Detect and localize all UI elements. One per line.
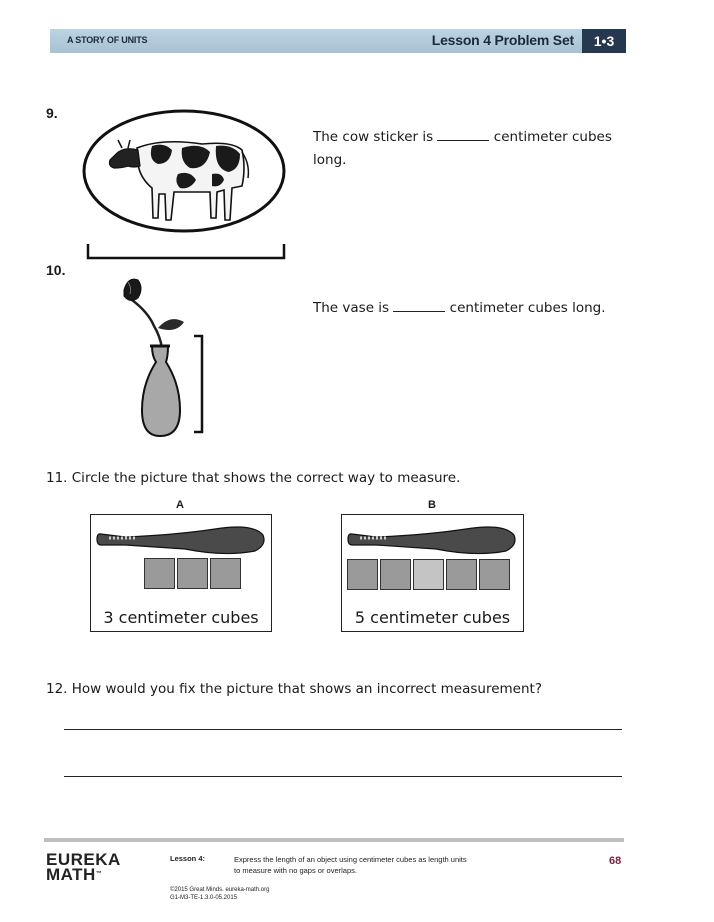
answer-line-2[interactable] xyxy=(64,776,622,777)
option-a-box[interactable] xyxy=(90,514,272,632)
footer-copyright-block xyxy=(170,886,269,902)
vase-with-rose-icon xyxy=(118,274,212,440)
option-b-letter: B xyxy=(428,499,436,511)
footer-lesson-label: Lesson 4: xyxy=(170,854,206,863)
answer-line-1[interactable] xyxy=(64,729,622,730)
option-a-letter: A xyxy=(176,499,184,511)
q10-answer-blank[interactable] xyxy=(393,299,445,312)
footer-objective-line-2: to measure with no gaps or overlaps. xyxy=(234,866,357,875)
lesson-title: Lesson 4 Problem Set xyxy=(431,32,574,48)
cube-b-5 xyxy=(479,559,510,590)
cube-a-2 xyxy=(177,558,208,589)
cube-b-2 xyxy=(380,559,411,590)
footer-copyright: ©2015 Great Minds. eureka-math.org xyxy=(170,887,270,893)
eureka-math-logo xyxy=(46,852,121,882)
logo-line-1: EUREKA xyxy=(46,850,121,869)
question-11-prompt: 11. Circle the picture that shows the correct way to measure. xyxy=(46,470,461,486)
cow-sticker-icon xyxy=(82,108,288,262)
question-9-text xyxy=(313,126,623,172)
module-lesson-badge: 1•3 xyxy=(582,29,626,53)
page-number: 68 xyxy=(609,855,622,867)
cube-b-1 xyxy=(347,559,378,590)
q9-text-before: The cow sticker is xyxy=(313,129,434,145)
cube-b-3 xyxy=(413,559,444,590)
q10-text-before: The vase is xyxy=(313,300,390,316)
option-b-caption: 5 centimeter cubes xyxy=(354,608,511,627)
page-header-band xyxy=(50,29,626,53)
footer-objective-line-1: Express the length of an object using centimeter cubes as length units xyxy=(234,855,467,864)
logo-trademark: ™ xyxy=(95,871,103,877)
q9-text-line2: long. xyxy=(313,152,347,168)
baseball-bat-icon xyxy=(346,523,518,557)
q9-answer-blank[interactable] xyxy=(437,128,489,141)
logo-line-2: MATH xyxy=(46,865,96,884)
cube-b-4 xyxy=(446,559,477,590)
footer-objective xyxy=(234,854,564,876)
question-9-number: 9. xyxy=(46,105,58,121)
question-10-text xyxy=(313,297,623,320)
baseball-bat-icon xyxy=(95,523,267,557)
question-10-number: 10. xyxy=(46,262,66,278)
q10-text-after: centimeter cubes long. xyxy=(449,300,606,316)
footer-rule xyxy=(44,838,624,842)
cube-a-1 xyxy=(144,558,175,589)
q9-text-after: centimeter cubes xyxy=(493,129,612,145)
series-label: A STORY OF UNITS xyxy=(67,35,148,45)
option-b-box[interactable] xyxy=(341,514,524,632)
option-a-caption: 3 centimeter cubes xyxy=(103,608,259,627)
cube-a-3 xyxy=(210,558,241,589)
question-12-prompt: 12. How would you fix the picture that shows an incorrect measurement? xyxy=(46,681,542,697)
footer-code: G1-M3-TE-1.3.0-05.2015 xyxy=(170,895,238,901)
